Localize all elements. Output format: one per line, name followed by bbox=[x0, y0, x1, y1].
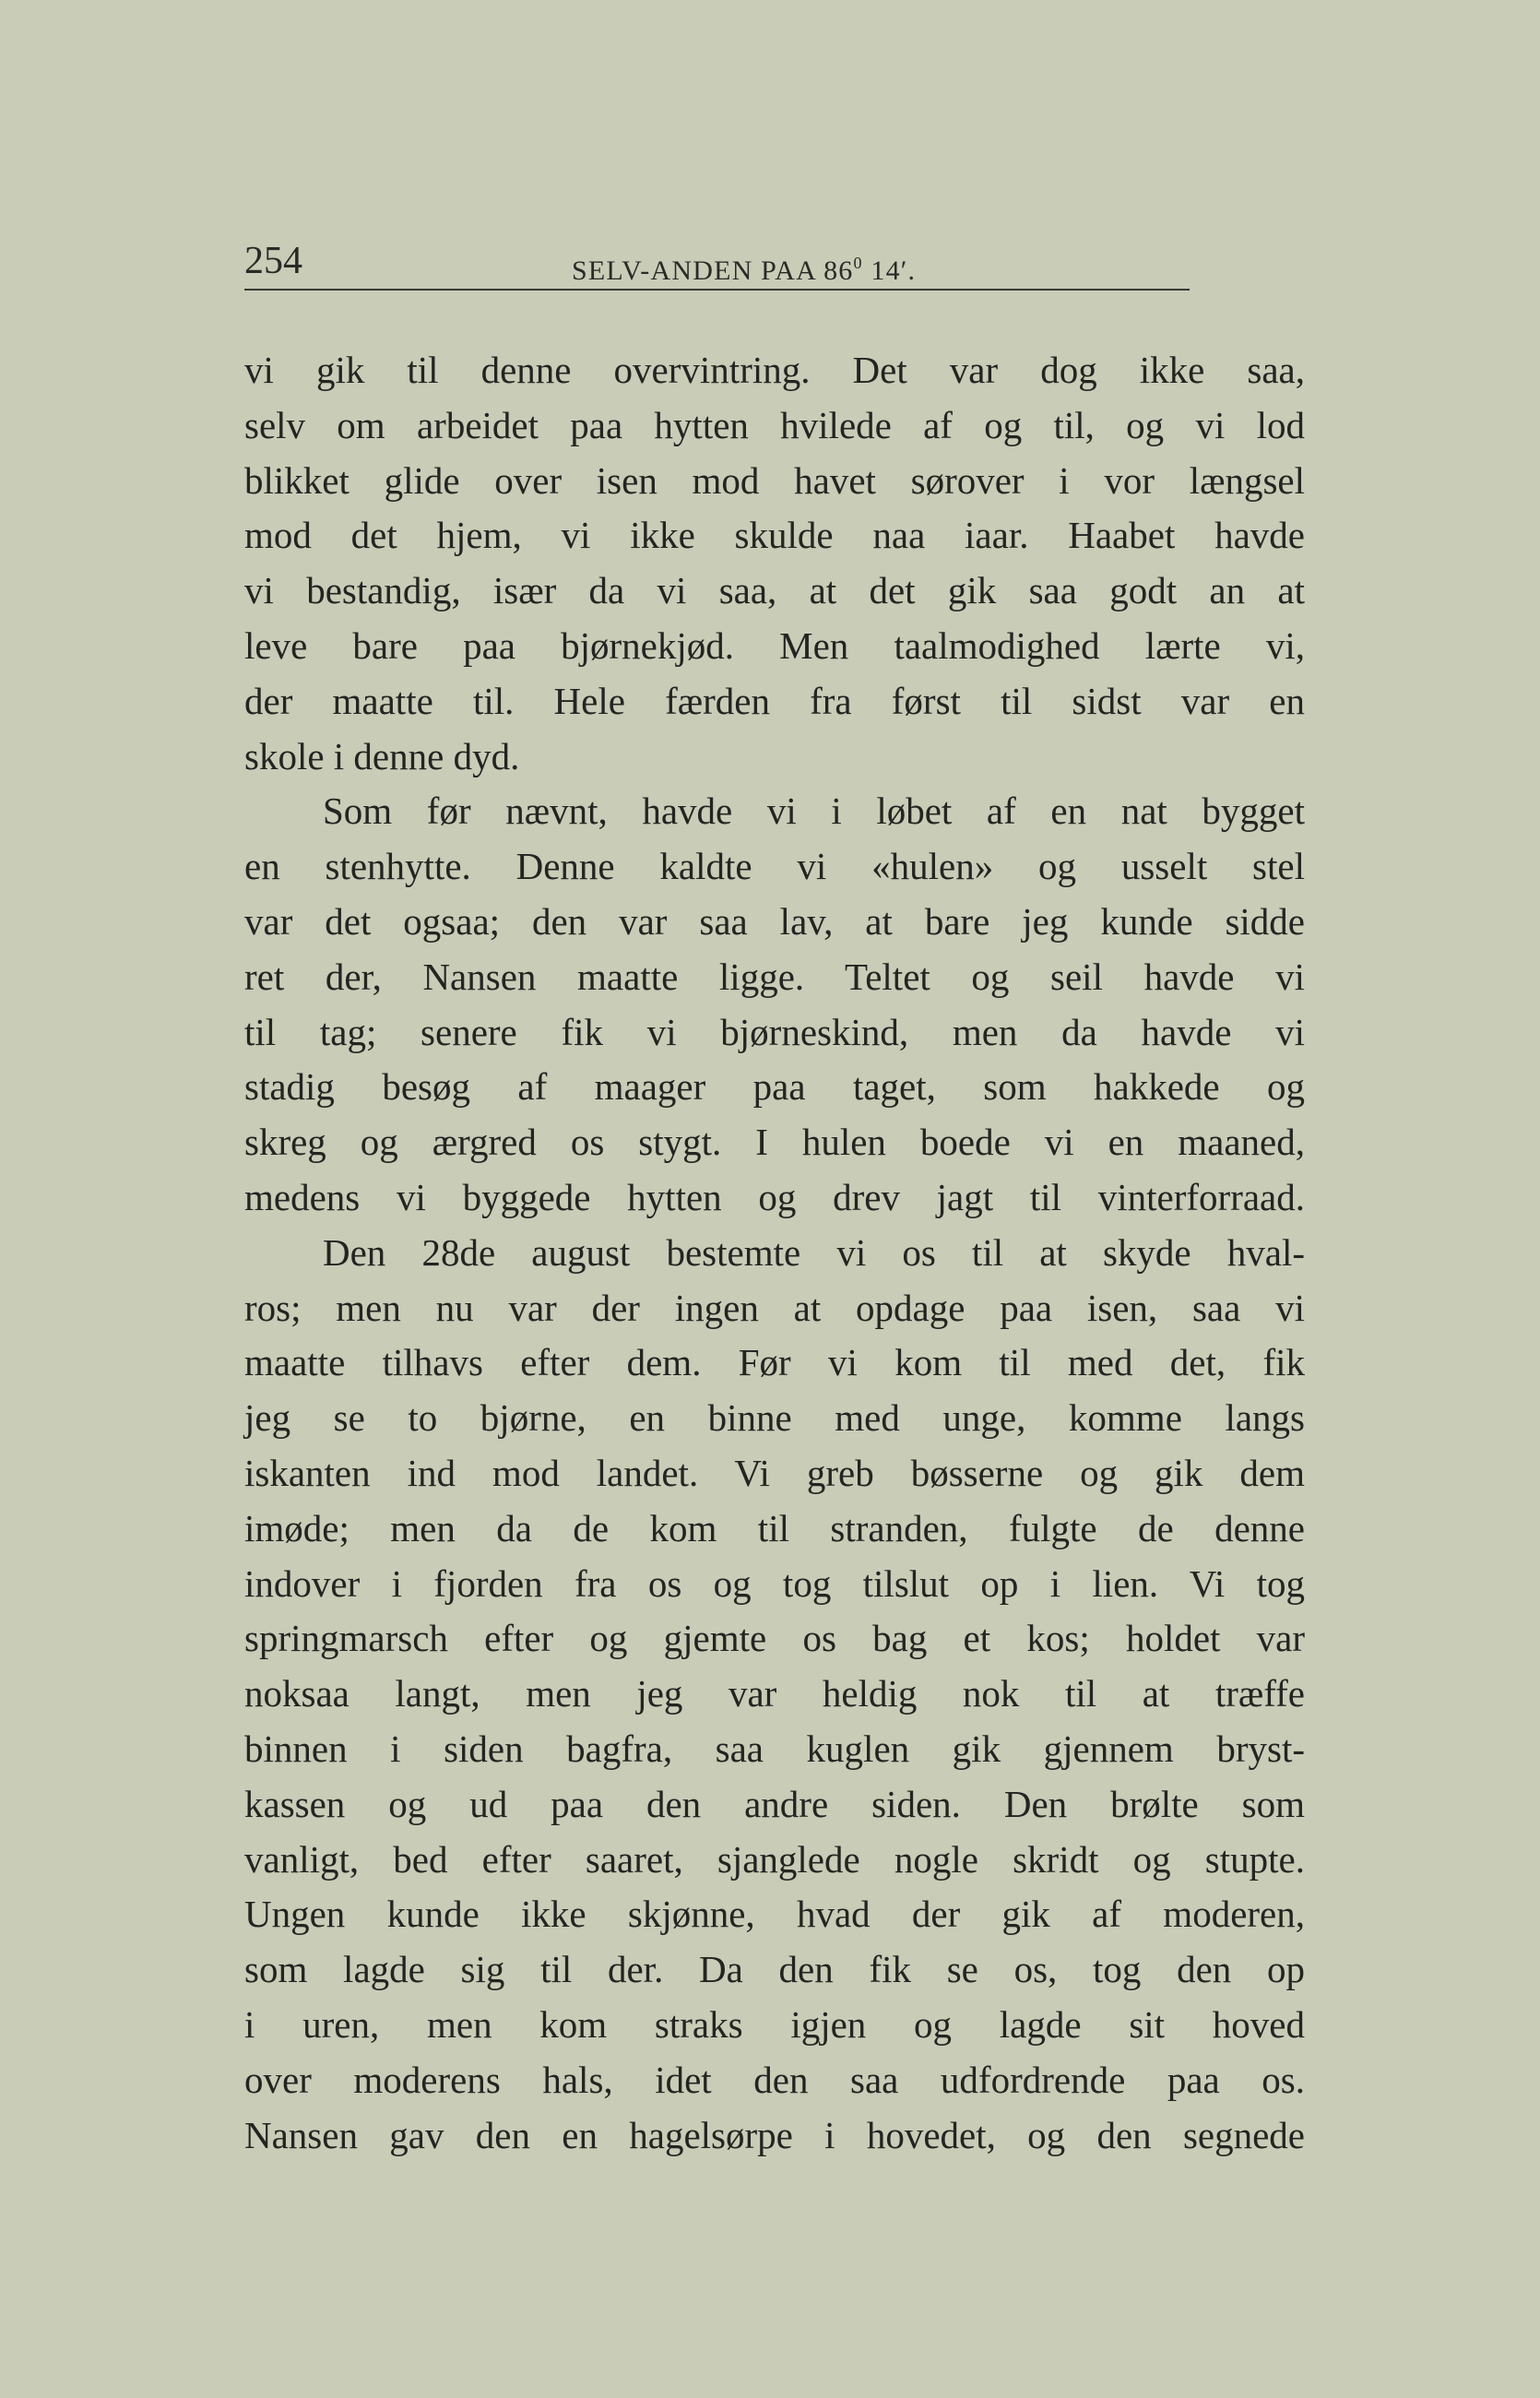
text-line: ret der, Nansen maatte ligge. Teltet og seil havde vi bbox=[244, 955, 1305, 998]
text-line: vi bestandig, især da vi saa, at det gik saa godt an at bbox=[244, 569, 1305, 612]
text-line: skole i denne dyd. bbox=[244, 734, 520, 778]
text-line: vanligt, bed efter saaret, sjanglede nogle skridt og stupte. bbox=[244, 1837, 1305, 1881]
page-number: 254 bbox=[244, 240, 302, 282]
text-line: der maatte til. Hele færden fra først til sidst var en bbox=[244, 679, 1305, 722]
text-line: maatte tilhavs efter dem. Før vi kom til med det, fik bbox=[244, 1341, 1305, 1384]
text-line: springmarsch efter og gjemte os bag et kos; holdet var bbox=[244, 1617, 1305, 1660]
text-line: i uren, men kom straks igjen og lagde sit hoved bbox=[244, 2002, 1305, 2046]
text-line: blikket glide over isen mod havet sørover i vor længsel bbox=[244, 458, 1305, 502]
running-head-degree: 0 bbox=[853, 254, 863, 272]
text-line: indover i fjorden fra os og tog tilslut op i lien. Vi tog bbox=[244, 1561, 1305, 1605]
text-line: jeg se to bjørne, en binne med unge, komme langs bbox=[244, 1396, 1305, 1440]
text-line: en stenhytte. Denne kaldte vi «hulen» og usselt stel bbox=[244, 845, 1305, 888]
running-head-title: SELV-ANDEN PAA 86 bbox=[572, 255, 854, 286]
running-head bbox=[572, 249, 916, 285]
body-text bbox=[244, 343, 1305, 2163]
text-line: iskanten ind mod landet. Vi greb bøsserne og gik dem bbox=[244, 1451, 1305, 1494]
text-line: over moderens hals, idet den saa udfordrende paa os. bbox=[244, 2058, 1305, 2101]
text-line: var det ogsaa; den var saa lav, at bare jeg kunde sidde bbox=[244, 899, 1305, 943]
text-line: selv om arbeidet paa hytten hvilede af og til, og vi lod bbox=[244, 403, 1305, 446]
text-line: noksaa langt, men jeg var heldig nok til at træffe bbox=[244, 1672, 1305, 1715]
text-line: ros; men nu var der ingen at opdage paa isen, saa vi bbox=[244, 1286, 1305, 1329]
text-line: Nansen gav den en hagelsørpe i hovedet, og den segnede bbox=[244, 2113, 1305, 2156]
text-line: binnen i siden bagfra, saa kuglen gik gjennem bryst- bbox=[244, 1727, 1305, 1770]
text-line: Den 28de august bestemte vi os til at skyde hval- bbox=[323, 1230, 1305, 1274]
text-line: som lagde sig til der. Da den fik se os, tog den op bbox=[244, 1948, 1305, 1991]
text-line: leve bare paa bjørnekjød. Men taalmodighed lærte vi, bbox=[244, 623, 1305, 667]
text-line: skreg og ærgred os stygt. I hulen boede vi en maaned, bbox=[244, 1121, 1305, 1164]
text-line: medens vi byggede hytten og drev jagt til vinterforraad. bbox=[244, 1175, 1305, 1218]
header-rule bbox=[244, 289, 1190, 291]
text-line: til tag; senere fik vi bjørneskind, men da havde vi bbox=[244, 1010, 1305, 1053]
text-line: vi gik til denne overvintring. Det var dog ikke saa, bbox=[244, 349, 1305, 391]
text-line: stadig besøg af maager paa taget, som hakkede og bbox=[244, 1065, 1305, 1109]
text-line: imøde; men da de kom til stranden, fulgte de denne bbox=[244, 1506, 1305, 1549]
page-header bbox=[244, 242, 1305, 293]
running-head-minutes: 14′. bbox=[862, 255, 917, 286]
text-line: Som før nævnt, havde vi i løbet af en nat bygget bbox=[323, 789, 1305, 833]
text-line: kassen og ud paa den andre siden. Den brølte som bbox=[244, 1782, 1305, 1825]
text-line: mod det hjem, vi ikke skulde naa iaar. Haabet havde bbox=[244, 514, 1305, 557]
text-line: Ungen kunde ikke skjønne, hvad der gik af moderen, bbox=[244, 1893, 1305, 1936]
